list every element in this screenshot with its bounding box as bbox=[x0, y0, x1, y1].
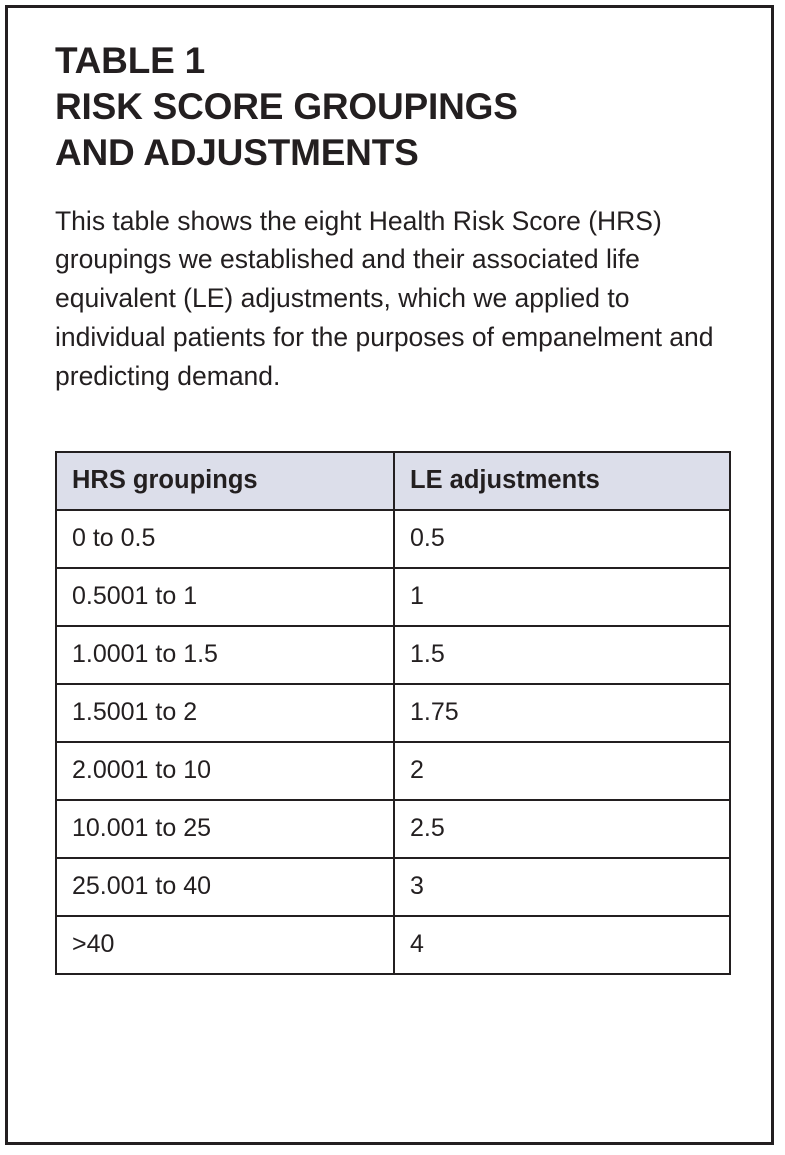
table-header bbox=[56, 452, 730, 510]
cell-hrs-grouping: 0.5001 to 1 bbox=[56, 568, 394, 626]
table-number-label: TABLE 1 bbox=[55, 40, 206, 81]
cell-le-adjustment: 2 bbox=[394, 742, 730, 800]
figure-content bbox=[55, 38, 729, 975]
cell-hrs-grouping: 2.0001 to 10 bbox=[56, 742, 394, 800]
table-title-line-2: AND ADJUSTMENTS bbox=[55, 131, 419, 173]
cell-le-adjustment: 1.5 bbox=[394, 626, 730, 684]
data-table-container bbox=[55, 396, 729, 975]
cell-hrs-grouping: >40 bbox=[56, 916, 394, 974]
table-header-row bbox=[56, 452, 730, 510]
figure-frame bbox=[5, 5, 774, 1145]
cell-hrs-grouping: 0 to 0.5 bbox=[56, 510, 394, 568]
table-row bbox=[56, 800, 730, 858]
column-header-hrs-groupings: HRS groupings bbox=[56, 452, 394, 510]
table-row bbox=[56, 916, 730, 974]
table-body bbox=[56, 510, 730, 974]
cell-le-adjustment: 1 bbox=[394, 568, 730, 626]
cell-le-adjustment: 2.5 bbox=[394, 800, 730, 858]
table-row bbox=[56, 858, 730, 916]
cell-le-adjustment: 1.75 bbox=[394, 684, 730, 742]
table-row bbox=[56, 568, 730, 626]
cell-hrs-grouping: 25.001 to 40 bbox=[56, 858, 394, 916]
table-row bbox=[56, 742, 730, 800]
page-title bbox=[55, 38, 729, 176]
table-row bbox=[56, 626, 730, 684]
table-row bbox=[56, 510, 730, 568]
table-caption: This table shows the eight Health Risk Score (HRS) groupings we established and their associated life equivalent (LE) adjustments, which we applied to individual patients for the purposes of empanelment and predicting demand. bbox=[55, 205, 714, 391]
cell-hrs-grouping: 1.0001 to 1.5 bbox=[56, 626, 394, 684]
column-header-le-adjustments: LE adjustments bbox=[394, 452, 730, 510]
cell-le-adjustment: 3 bbox=[394, 858, 730, 916]
cell-hrs-grouping: 1.5001 to 2 bbox=[56, 684, 394, 742]
cell-le-adjustment: 0.5 bbox=[394, 510, 730, 568]
cell-hrs-grouping: 10.001 to 25 bbox=[56, 800, 394, 858]
risk-score-table bbox=[55, 451, 731, 975]
table-title-line-1: RISK SCORE GROUPINGS bbox=[55, 85, 518, 127]
table-row bbox=[56, 684, 730, 742]
cell-le-adjustment: 4 bbox=[394, 916, 730, 974]
